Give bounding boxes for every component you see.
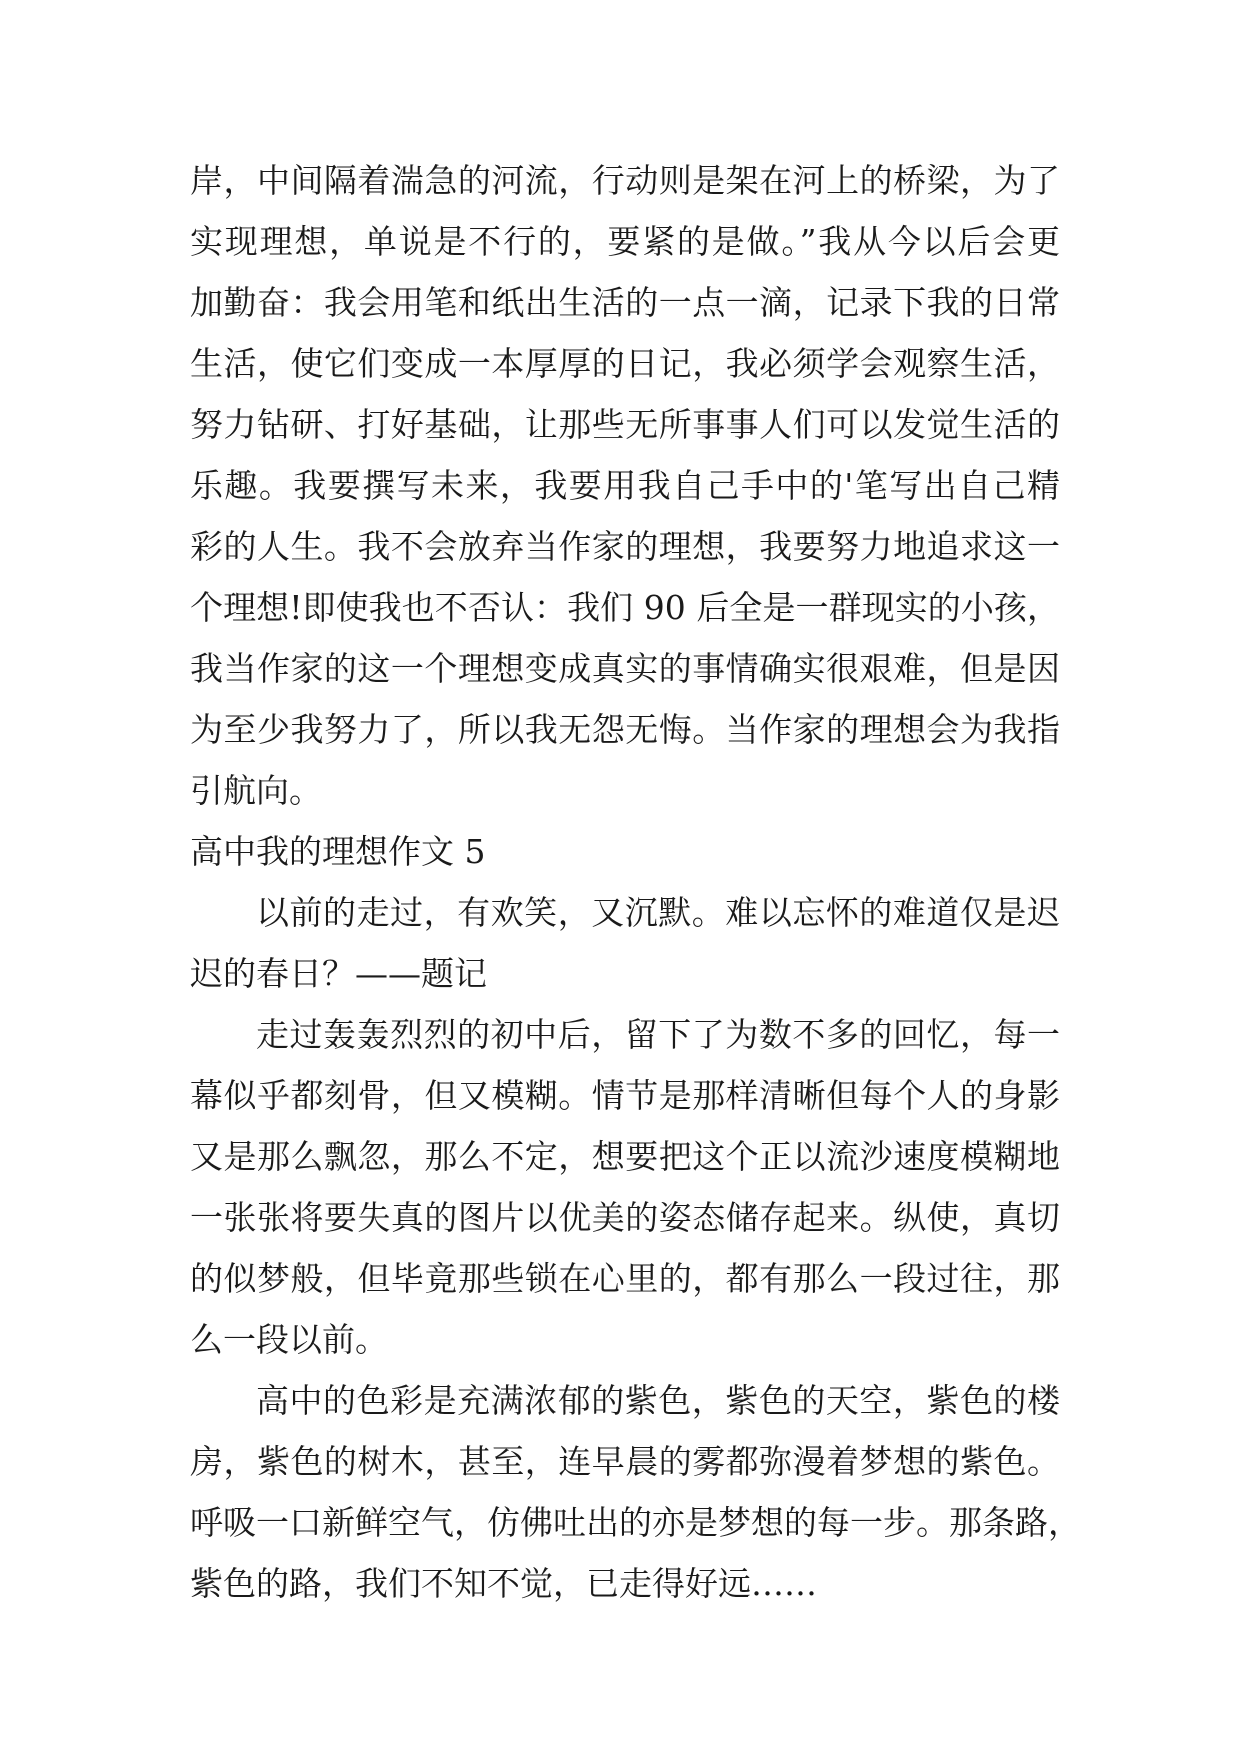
text-line: 房，紫色的树木，甚至，连早晨的雾都弥漫着梦想的紫色。 [190, 1442, 1060, 1481]
text-line: 迟的春日？——题记 [190, 954, 487, 993]
text-line: 努力钻研、打好基础，让那些无所事事人们可以发觉生活的 [190, 405, 1060, 444]
text-line: 幕似乎都刻骨，但又模糊。情节是那样清晰但每个人的身影 [190, 1076, 1060, 1115]
text-line: 的似梦般，但毕竟那些锁在心里的，都有那么一段过往，那 [190, 1259, 1060, 1298]
text-line: 生活，使它们变成一本厚厚的日记，我必须学会观察生活， [190, 344, 1060, 383]
text-line: 我当作家的这一个理想变成真实的事情确实很艰难，但是因 [190, 649, 1060, 688]
text-line: 个理想!即使我也不否认：我们 90 后全是一群现实的小孩， [190, 588, 1060, 627]
text-line: 高中的色彩是充满浓郁的紫色，紫色的天空，紫色的楼 [256, 1381, 1060, 1420]
text-line: 岸，中间隔着湍急的河流，行动则是架在河上的桥梁，为了 [190, 161, 1060, 200]
text-line: 走过轰轰烈烈的初中后，留下了为数不多的回忆，每一 [256, 1015, 1060, 1054]
text-line: 么一段以前。 [190, 1320, 388, 1359]
text-line: 引航向。 [190, 771, 322, 810]
text-line: 一张张将要失真的图片以优美的姿态储存起来。纵使，真切 [190, 1198, 1060, 1237]
text-line: 实现理想，单说是不行的，要紧的是做。”我从今以后会更 [190, 222, 1060, 261]
text-line: 呼吸一口新鲜空气，仿佛吐出的亦是梦想的每一步。那条路， [190, 1503, 1081, 1542]
text-line: 以前的走过，有欢笑，又沉默。难以忘怀的难道仅是迟 [256, 893, 1060, 932]
text-line: 又是那么飘忽，那么不定，想要把这个正以流沙速度模糊地 [190, 1137, 1060, 1176]
document-body [190, 150, 1081, 1614]
text-line: 彩的人生。我不会放弃当作家的理想，我要努力地追求这一 [190, 527, 1060, 566]
text-line: 加勤奋：我会用笔和纸出生活的一点一滴，记录下我的日常 [190, 283, 1060, 322]
text-line: 乐趣。我要撰写未来，我要用我自己手中的'笔写出自己精 [190, 466, 1060, 505]
section-heading: 高中我的理想作文 5 [190, 832, 486, 871]
text-line: 紫色的路，我们不知不觉，已走得好远…… [190, 1564, 817, 1603]
text-line: 为至少我努力了，所以我无怨无悔。当作家的理想会为我指 [190, 710, 1060, 749]
